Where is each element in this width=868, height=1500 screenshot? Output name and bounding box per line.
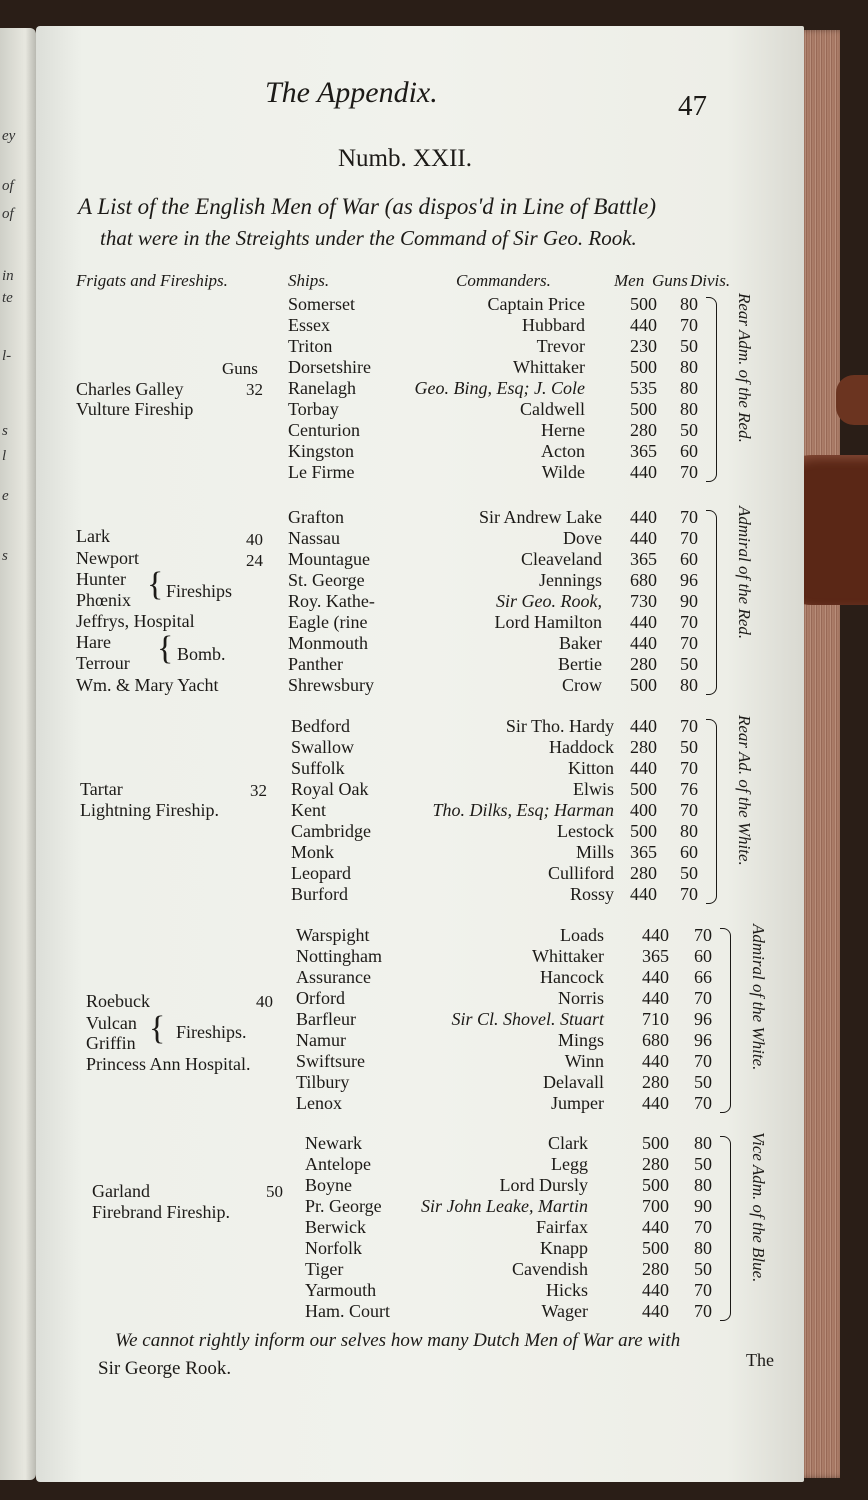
header-division: Divis. [690, 271, 731, 290]
brace-icon: { [149, 1010, 166, 1047]
ship-name: Bedford [291, 716, 350, 736]
header-commanders: Commanders. [456, 271, 551, 290]
frigate-firebrand: Firebrand Fireship. [92, 1202, 230, 1222]
ship-row [0, 463, 868, 484]
guns: 96 [680, 570, 698, 590]
guns: 70 [680, 462, 698, 482]
division-bracket [706, 297, 717, 482]
men: 500 [642, 1175, 669, 1195]
ship-name: Le Firme [288, 462, 355, 482]
ship-row [0, 1260, 868, 1281]
division-bracket [720, 928, 731, 1113]
ship-name: Newark [305, 1133, 362, 1153]
commander: Lord Dursly [499, 1175, 588, 1195]
men: 280 [630, 863, 657, 883]
guns: 50 [694, 1072, 712, 1092]
guns: 70 [680, 612, 698, 632]
frigate-fireships-note-1: Fireships [166, 581, 233, 601]
guns: 60 [680, 549, 698, 569]
men: 440 [630, 507, 657, 527]
ship-name: Somerset [288, 294, 355, 314]
ship-name: Royal Oak [291, 779, 369, 799]
frigate-terrour: Terrour [76, 653, 130, 673]
ship-name: Centurion [288, 420, 360, 440]
ship-name: Mountague [288, 549, 370, 569]
guns: 50 [680, 737, 698, 757]
ship-row [0, 1155, 868, 1176]
frigate-tartar: Tartar [80, 779, 123, 799]
division-label: Rear Adm. of the Red. [735, 293, 754, 443]
guns: 70 [680, 716, 698, 736]
ship-row [0, 442, 868, 463]
ship-row [0, 885, 868, 906]
division-label: Rear Ad. of the White. [735, 715, 754, 866]
ship-row [0, 1239, 868, 1260]
men: 500 [630, 675, 657, 695]
men: 365 [630, 549, 657, 569]
brace-icon: { [147, 566, 164, 603]
men: 440 [642, 988, 669, 1008]
ship-name: Pr. George [305, 1196, 382, 1216]
frigate-lark-guns: 40 [246, 530, 263, 549]
header-frigates: Frigats and Fireships. [76, 271, 228, 290]
commander: Sir Geo. Rook, [496, 591, 602, 611]
men: 440 [630, 633, 657, 653]
men: 440 [642, 1093, 669, 1113]
commander: Whittaker [513, 357, 585, 377]
men: 230 [630, 336, 657, 356]
ship-row [0, 864, 868, 885]
guns: 70 [680, 507, 698, 527]
ship-row [0, 1302, 868, 1323]
ship-name: Lenox [296, 1093, 342, 1113]
men: 500 [630, 357, 657, 377]
commander: Sir John Leake, Martin [421, 1196, 588, 1216]
men: 440 [630, 528, 657, 548]
frigate-hare: Hare [76, 632, 111, 652]
commander: Bertie [558, 654, 602, 674]
ship-name: Ham. Court [305, 1301, 390, 1321]
ship-row [0, 1094, 868, 1115]
ship-name: Monmouth [288, 633, 369, 653]
ship-name: Grafton [288, 507, 344, 527]
frigate-charles-galley: Charles Galley [76, 379, 184, 399]
commander: Wager [541, 1301, 588, 1321]
ship-name: Nassau [288, 528, 340, 548]
header-ships: Ships. [288, 271, 330, 290]
ship-name: Kingston [288, 441, 355, 461]
frigate-garland-guns: 50 [266, 1182, 283, 1201]
guns: 80 [680, 821, 698, 841]
commander: Wilde [541, 462, 585, 482]
commander: Legg [551, 1154, 588, 1174]
guns: 80 [694, 1238, 712, 1258]
ship-row [0, 1073, 868, 1094]
commander: Hancock [540, 967, 604, 987]
guns: 60 [694, 946, 712, 966]
division-label: Admiral of the Red. [735, 506, 754, 640]
guns: 70 [694, 1093, 712, 1113]
men: 440 [642, 1280, 669, 1300]
men: 680 [630, 570, 657, 590]
frigate-charles-galley-guns: 32 [246, 380, 263, 399]
guns: 70 [680, 758, 698, 778]
frigate-phoenix: Phœnix [76, 590, 132, 610]
frigate-roebuck-guns: 40 [256, 992, 273, 1011]
ship-name: Essex [288, 315, 330, 335]
footer-note-line2: Sir George Rook. [98, 1358, 232, 1379]
ship-name: Dorsetshire [288, 357, 371, 377]
guns: 80 [680, 378, 698, 398]
commander: Sir Cl. Shovel. Stuart [451, 1009, 604, 1029]
guns: 70 [694, 1280, 712, 1300]
commander: Elwis [572, 779, 614, 799]
commander: Norris [558, 988, 604, 1008]
commander: Mills [575, 842, 614, 862]
frigate-vulture: Vulture Fireship [76, 399, 194, 419]
ship-name: Monk [291, 842, 335, 862]
commander: Crow [562, 675, 602, 695]
men: 440 [630, 612, 657, 632]
ship-name: Panther [288, 654, 343, 674]
header-men: Men [614, 271, 645, 290]
frigate-newport: Newport [76, 548, 139, 568]
commander: Hubbard [522, 315, 585, 335]
commander: Tho. Dilks, Esq; Harman [432, 800, 614, 820]
commander: Geo. Bing, Esq; J. Cole [414, 378, 585, 398]
men: 440 [630, 315, 657, 335]
men: 440 [630, 462, 657, 482]
commander: Fairfax [536, 1217, 588, 1237]
guns: 70 [694, 988, 712, 1008]
commander: Kitton [567, 758, 614, 778]
commander: Hicks [546, 1280, 588, 1300]
ship-name: Tiger [305, 1259, 344, 1279]
ship-row [0, 655, 868, 676]
ship-row [0, 926, 868, 947]
ship-name: Eagle (rine [288, 612, 368, 632]
frigate-newport-guns: 24 [246, 551, 263, 570]
commander: Cavendish [512, 1259, 588, 1279]
commander: Winn [564, 1051, 604, 1071]
guns: 50 [680, 420, 698, 440]
ship-name: Antelope [305, 1154, 371, 1174]
commander: Rossy [569, 884, 614, 904]
catchword: The [746, 1350, 774, 1370]
frigate-tartar-guns: 32 [250, 781, 267, 800]
men: 280 [642, 1154, 669, 1174]
men: 500 [630, 399, 657, 419]
men: 440 [642, 925, 669, 945]
ship-name: Cambridge [291, 821, 371, 841]
guns: 76 [680, 779, 698, 799]
ship-row [0, 947, 868, 968]
men: 280 [630, 737, 657, 757]
guns: 80 [680, 294, 698, 314]
men: 440 [642, 967, 669, 987]
ship-name: Ranelagh [288, 378, 356, 398]
ship-name: Assurance [296, 967, 371, 987]
guns: 50 [694, 1259, 712, 1279]
facing-page-edge: ey of of in te l- s l e s [0, 28, 36, 1480]
page-number: 47 [678, 90, 707, 122]
guns: 90 [694, 1196, 712, 1216]
men: 500 [642, 1238, 669, 1258]
guns: 80 [680, 357, 698, 377]
guns: 70 [694, 1217, 712, 1237]
men: 280 [642, 1259, 669, 1279]
frigate-lark: Lark [76, 526, 110, 546]
men: 700 [642, 1196, 669, 1216]
men: 280 [630, 420, 657, 440]
guns: 50 [694, 1154, 712, 1174]
brace-icon: { [157, 630, 174, 667]
guns: 90 [680, 591, 698, 611]
division-bracket [706, 719, 717, 904]
ship-name: Triton [288, 336, 333, 356]
men: 365 [630, 441, 657, 461]
men: 500 [630, 779, 657, 799]
commander: Mings [557, 1030, 604, 1050]
ship-name: Tilbury [296, 1072, 350, 1092]
commander: Trevor [536, 336, 585, 356]
commander: Sir Andrew Lake [479, 507, 602, 527]
ship-row [0, 1281, 868, 1302]
frigate-griffin: Griffin [86, 1033, 136, 1053]
guns: 50 [680, 336, 698, 356]
men: 440 [642, 1217, 669, 1237]
ship-name: Warspight [296, 925, 370, 945]
ship-name: Barfleur [296, 1009, 356, 1029]
men: 440 [630, 884, 657, 904]
frigate-princess-ann: Princess Ann Hospital. [86, 1054, 251, 1074]
commander: Captain Price [487, 294, 585, 314]
commander: Sir Tho. Hardy [505, 716, 614, 736]
commander: Baker [559, 633, 602, 653]
ship-name: Torbay [288, 399, 339, 419]
commander: Cleaveland [521, 549, 602, 569]
division-bracket [720, 1136, 731, 1321]
men: 280 [642, 1072, 669, 1092]
commander: Jennings [539, 570, 602, 590]
men: 535 [630, 378, 657, 398]
men: 730 [630, 591, 657, 611]
ship-name: Norfolk [305, 1238, 362, 1258]
ship-name: Swiftsure [296, 1051, 365, 1071]
men: 500 [642, 1133, 669, 1153]
guns: 50 [680, 863, 698, 883]
guns: 50 [680, 654, 698, 674]
guns: 70 [694, 925, 712, 945]
commander: Caldwell [520, 399, 585, 419]
guns: 70 [694, 1301, 712, 1321]
guns: 80 [694, 1133, 712, 1153]
guns: 60 [680, 441, 698, 461]
frigate-roebuck: Roebuck [86, 991, 150, 1011]
division-label: Vice Adm. of the Blue. [749, 1132, 768, 1283]
frigate-lightning: Lightning Fireship. [80, 800, 219, 820]
ship-name: Orford [296, 988, 345, 1008]
guns: 80 [694, 1175, 712, 1195]
men: 710 [642, 1009, 669, 1029]
ship-name: Shrewsbury [288, 675, 374, 695]
ship-name: Yarmouth [305, 1280, 377, 1300]
ship-name: Kent [291, 800, 326, 820]
commander: Delavall [543, 1072, 604, 1092]
commander: Culliford [548, 863, 614, 883]
guns: 96 [694, 1009, 712, 1029]
commander: Dove [563, 528, 602, 548]
section-number: Numb. XXII. [338, 145, 473, 172]
ship-name: Swallow [291, 737, 354, 757]
men: 680 [642, 1030, 669, 1050]
frigate-wm-mary: Wm. & Mary Yacht [76, 675, 219, 695]
ship-name: St. George [288, 570, 365, 590]
men: 440 [630, 758, 657, 778]
men: 365 [642, 946, 669, 966]
commander: Jumper [551, 1093, 604, 1113]
frigate-bomb-note: Bomb. [177, 644, 226, 664]
guns: 70 [680, 884, 698, 904]
guns: 60 [680, 842, 698, 862]
ship-row [0, 1134, 868, 1155]
guns: 70 [680, 800, 698, 820]
commander: Clark [548, 1133, 588, 1153]
commander: Knapp [540, 1238, 588, 1258]
ship-row [0, 968, 868, 989]
guns: 70 [680, 528, 698, 548]
commander: Lord Hamilton [494, 612, 602, 632]
guns: 80 [680, 399, 698, 419]
men: 440 [630, 716, 657, 736]
frigate-fireships-note-2: Fireships. [176, 1022, 247, 1042]
guns: 96 [694, 1030, 712, 1050]
ship-name: Burford [291, 884, 348, 904]
commander: Haddock [549, 737, 614, 757]
men: 280 [630, 654, 657, 674]
commander: Lestock [557, 821, 614, 841]
commander: Whittaker [532, 946, 604, 966]
division-bracket [706, 510, 717, 695]
men: 500 [630, 821, 657, 841]
ship-name: Namur [296, 1030, 346, 1050]
commander: Herne [541, 420, 585, 440]
frigates-guns-header: Guns [222, 359, 258, 378]
men: 365 [630, 842, 657, 862]
men: 440 [642, 1301, 669, 1321]
ship-name: Berwick [305, 1217, 366, 1237]
ship-name: Leopard [291, 863, 351, 883]
frigate-hunter: Hunter [76, 569, 126, 589]
list-title-line2: that were in the Streights under the Command of Sir Geo. Rook. [100, 226, 637, 250]
commander: Loads [560, 925, 604, 945]
ship-name: Suffolk [291, 758, 345, 778]
guns: 66 [694, 967, 712, 987]
men: 440 [642, 1051, 669, 1071]
guns: 70 [680, 633, 698, 653]
division-label: Admiral of the White. [749, 924, 768, 1071]
frigate-vulcan: Vulcan [86, 1013, 137, 1033]
header-guns: Guns [652, 271, 688, 290]
men: 400 [630, 800, 657, 820]
frigate-jeffrys: Jeffrys, Hospital [76, 611, 195, 631]
commander: Acton [541, 441, 585, 461]
guns: 70 [680, 315, 698, 335]
footer-note-line1: We cannot rightly inform our selves how many Dutch Men of War are with [115, 1330, 681, 1351]
ship-name: Boyne [305, 1175, 352, 1195]
running-head: The Appendix. [265, 76, 438, 109]
men: 500 [630, 294, 657, 314]
ship-name: Roy. Kathe- [288, 591, 375, 611]
list-title-line1: A List of the English Men of War (as dispos'd in Line of Battle) [78, 194, 657, 219]
frigate-garland: Garland [92, 1181, 150, 1201]
guns: 70 [694, 1051, 712, 1071]
guns: 80 [680, 675, 698, 695]
ship-name: Nottingham [296, 946, 382, 966]
